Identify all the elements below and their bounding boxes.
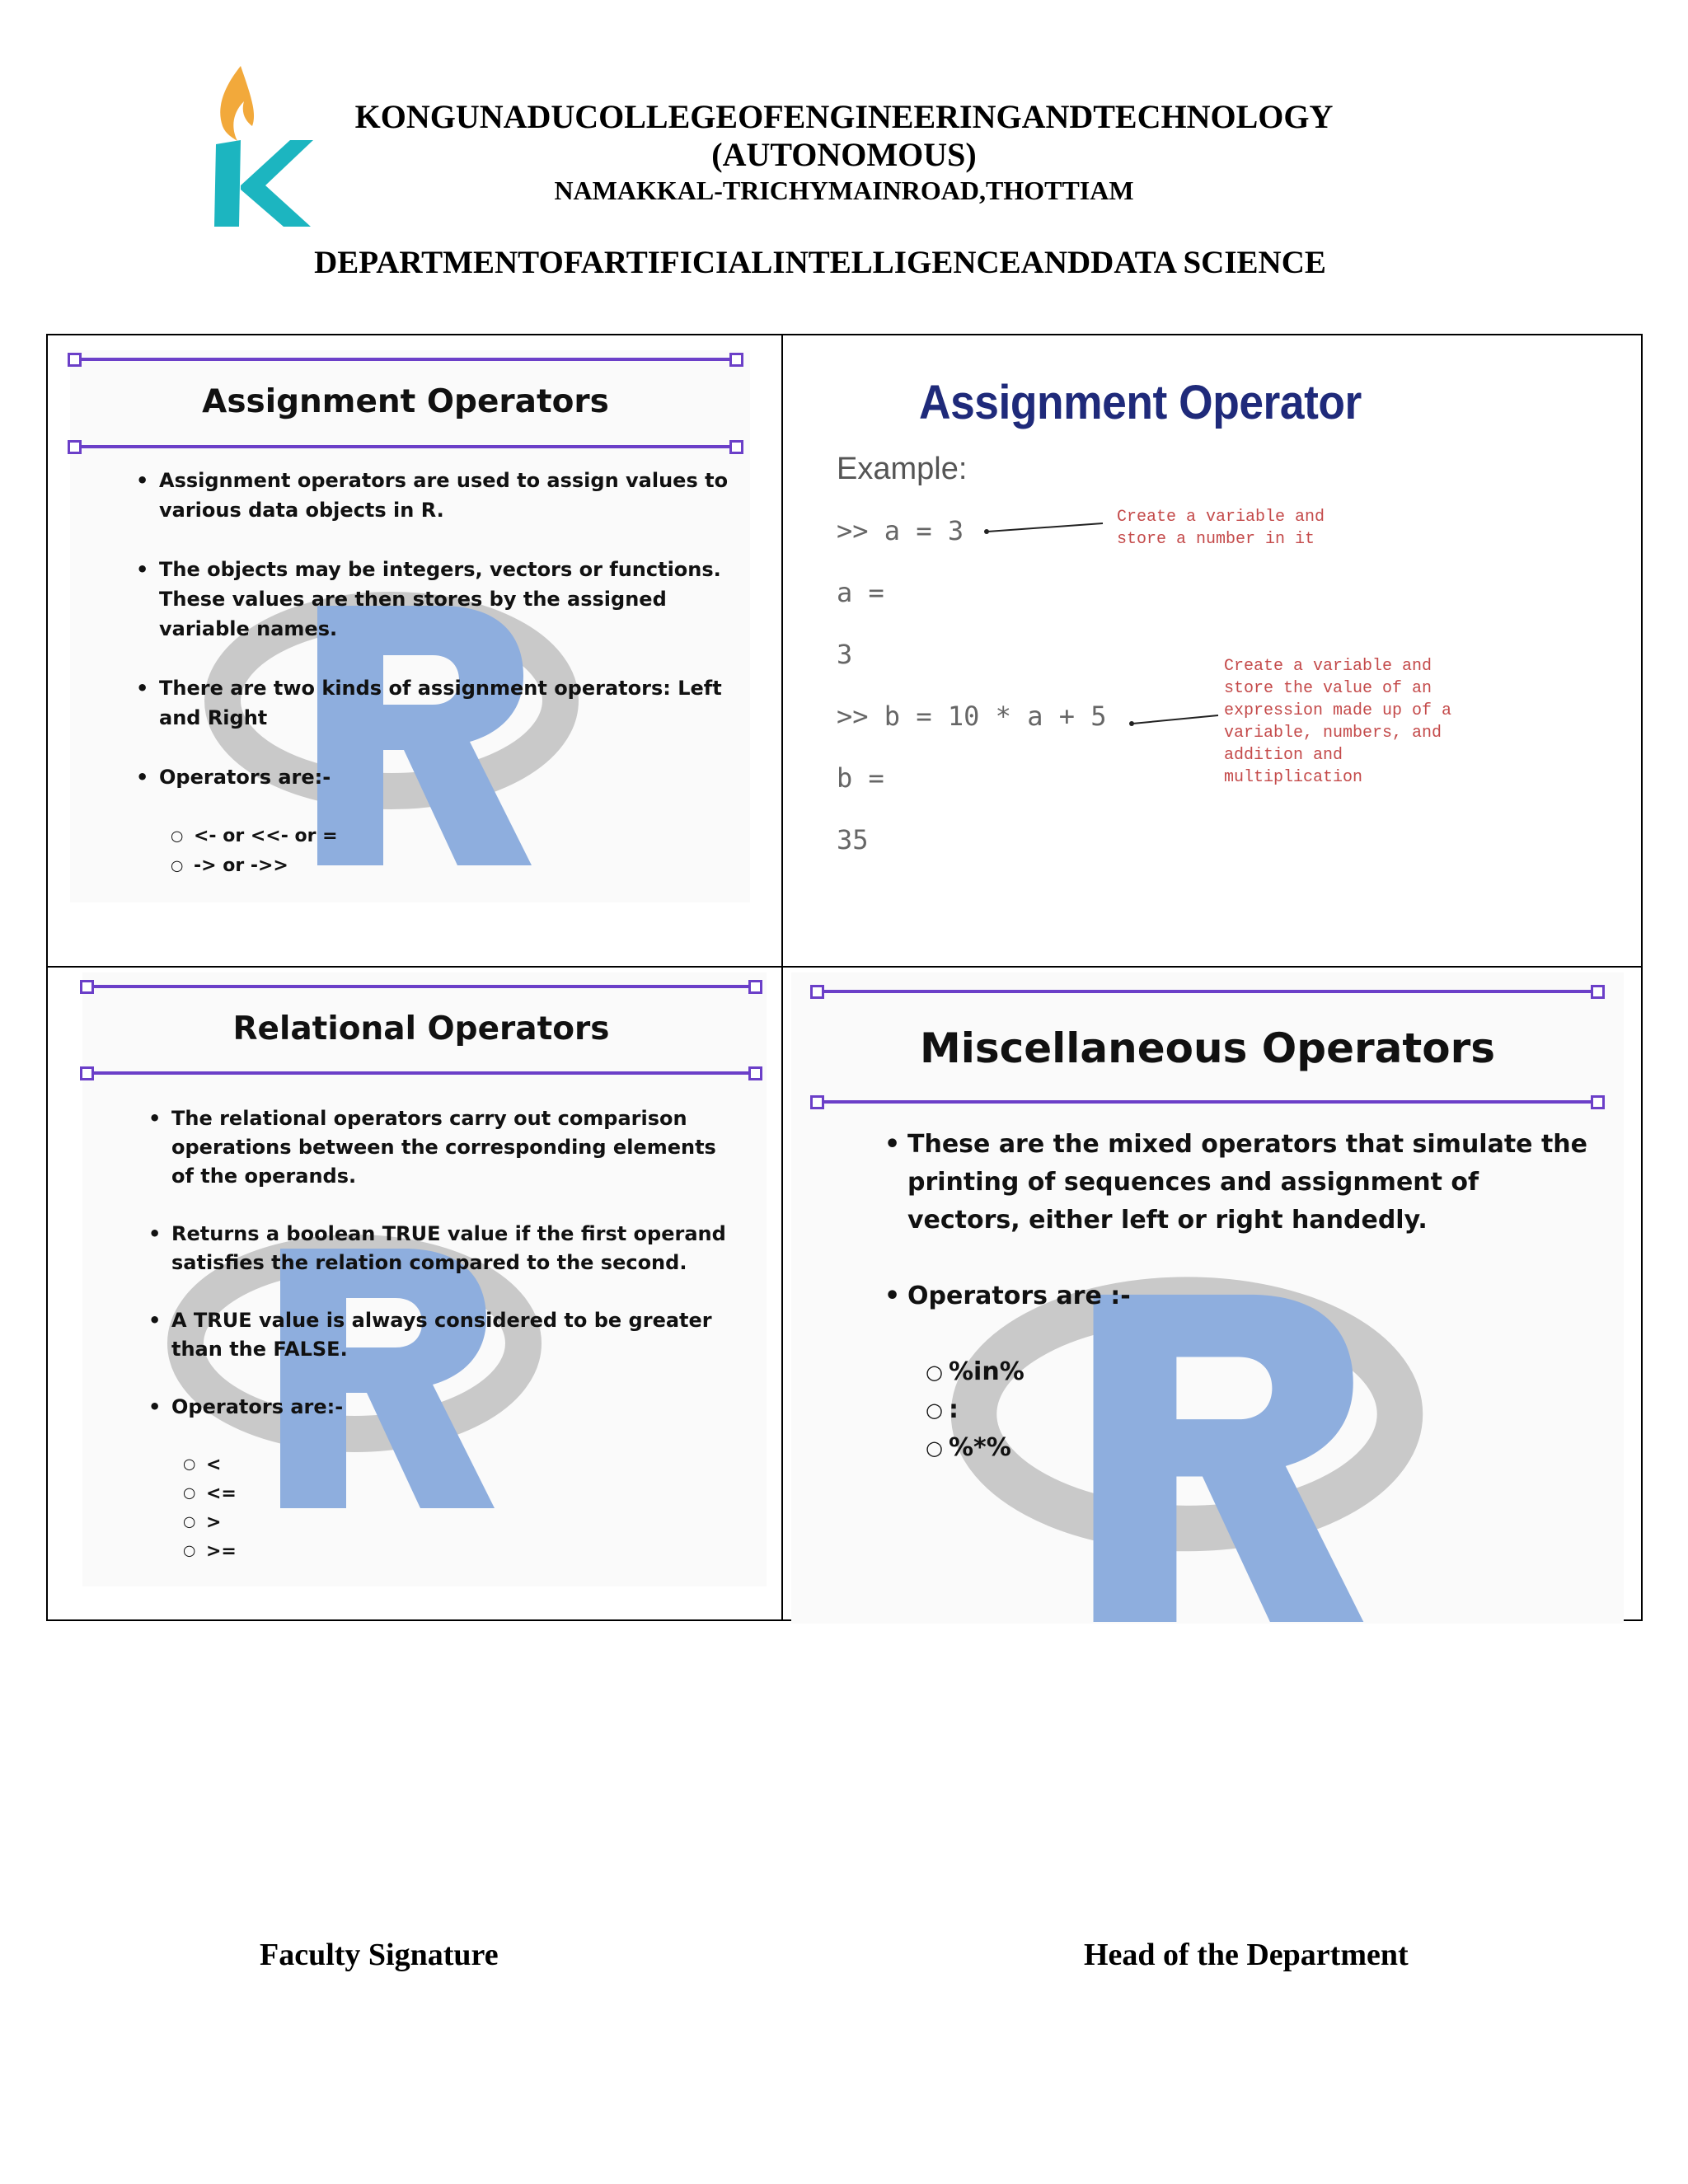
operator-item: ○ -> or ->> [171, 851, 729, 881]
operator-list [171, 822, 729, 881]
arrow-icon [1128, 712, 1220, 729]
list-item [148, 1393, 742, 1566]
operator-list [926, 1353, 1593, 1467]
code-line: >> b = 10 * a + 5 [837, 701, 1107, 732]
arrow-icon [981, 519, 1104, 536]
title-bar-bottom [822, 1100, 1593, 1104]
list-item: • A TRUE value is always considered to be greater than the FALSE. [148, 1306, 742, 1364]
list-item: • The relational operators carry out comparison operations between the corresponding elements of the operands. [148, 1104, 742, 1191]
grid-divider-vertical [781, 334, 783, 1621]
college-name: KONGUNADUCOLLEGEOFENGINEERINGANDTECHNOLOGY [354, 98, 1334, 135]
code-line: 35 [837, 824, 869, 855]
bullet-list [148, 1104, 742, 1566]
list-item: • The objects may be integers, vectors or functions. These values are then stores by the assigned variable names. [136, 555, 729, 644]
title-bar-bottom [79, 445, 732, 448]
operator-item: ○ < [183, 1451, 742, 1479]
operator-item: ○ %in% [926, 1353, 1593, 1391]
title-bar-top [79, 358, 732, 361]
list-item [136, 762, 729, 881]
college-address: NAMAKKAL-TRICHYMAINROAD,THOTTIAM [554, 176, 1134, 205]
hod-signature-label: Head of the Department [1084, 1938, 1409, 1972]
title-bar-bottom [91, 1071, 751, 1075]
slide-title: Assignment Operator [919, 376, 1362, 429]
list-item: • Assignment operators are used to assign values to various data objects in R. [136, 466, 729, 525]
bullet-list [136, 466, 729, 881]
operator-item: ○ >= [183, 1537, 742, 1566]
code-line: 3 [837, 639, 853, 670]
title-bar-top [91, 985, 751, 988]
operator-item: ○ : [926, 1391, 1593, 1429]
annotation-note: Create a variable and store a number in it [1117, 508, 1325, 549]
operator-item: ○ > [183, 1508, 742, 1537]
list-item: • There are two kinds of assignment operators: Left and Right [136, 673, 729, 733]
example-label: Example: [837, 452, 968, 486]
operator-item: ○ <= [183, 1479, 742, 1508]
autonomous-label: (AUTONOMOUS) [711, 136, 977, 173]
code-line: >> a = 3 [837, 515, 964, 546]
list-item: • These are the mixed operators that simulate the printing of sequences and assignment of vectors, either left or right handedly. [884, 1126, 1593, 1240]
department-name: DEPARTMENTOFARTIFICIALINTELLIGENCEANDDATA SCIENCE [314, 245, 1326, 280]
annotation-note: Create a variable and store the value of an expression made up of a variable, numbers, and addition and multiplication [1224, 657, 1452, 787]
title-bar-top [822, 990, 1593, 993]
list-item-text: Operators are:- [171, 1395, 344, 1418]
list-item: • Returns a boolean TRUE value if the first operand satisfies the relation compared to the second. [148, 1220, 742, 1277]
slide-title: Assignment Operators [202, 383, 609, 420]
faculty-signature-label: Faculty Signature [260, 1938, 499, 1972]
operator-list [183, 1451, 742, 1566]
bullet-list [884, 1126, 1593, 1467]
operator-item: ○ <- or <<- or = [171, 822, 729, 851]
grid-divider-horizontal [46, 966, 1643, 968]
list-item [884, 1277, 1593, 1467]
slide-title: Miscellaneous Operators [919, 1024, 1496, 1072]
list-item-text: Operators are :- [907, 1282, 1131, 1310]
operator-item: ○ %*% [926, 1429, 1593, 1467]
code-line: a = [837, 577, 884, 608]
list-item-text: Operators are:- [159, 766, 331, 789]
code-line: b = [837, 762, 884, 794]
slide-title: Relational Operators [232, 1010, 610, 1047]
